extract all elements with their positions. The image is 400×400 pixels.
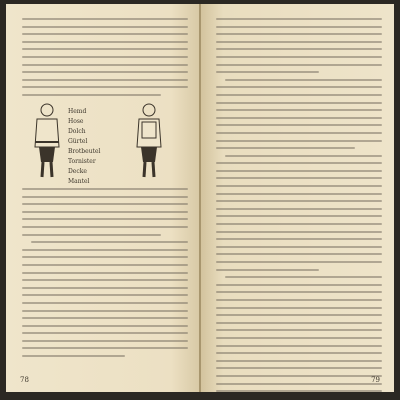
left-text-block-top — [22, 18, 188, 102]
right-text-block — [216, 18, 382, 392]
page-number-left: 78 — [20, 376, 29, 384]
figure-label-dagger: Dolch — [68, 128, 86, 135]
page-number-right: 79 — [371, 376, 380, 384]
figure-label-blanket: Decke — [68, 168, 87, 175]
left-text-block-bottom — [22, 188, 188, 363]
book-spread — [6, 4, 394, 392]
left-page — [6, 4, 200, 392]
uniform-back-figure — [132, 102, 166, 180]
page-gutter — [199, 4, 201, 392]
uniform-front-figure — [30, 102, 64, 180]
figure-label-shirt: Hemd — [68, 108, 87, 115]
figure-label-knapsack: Tornister — [68, 158, 96, 165]
figure-label-belt: Gürtel — [68, 138, 88, 145]
figure-label-coat: Mantel — [68, 178, 90, 185]
right-page — [200, 4, 394, 392]
figure-label-bread-bag: Brotbeutel — [68, 148, 101, 155]
figure-label-trousers: Hose — [68, 118, 84, 125]
